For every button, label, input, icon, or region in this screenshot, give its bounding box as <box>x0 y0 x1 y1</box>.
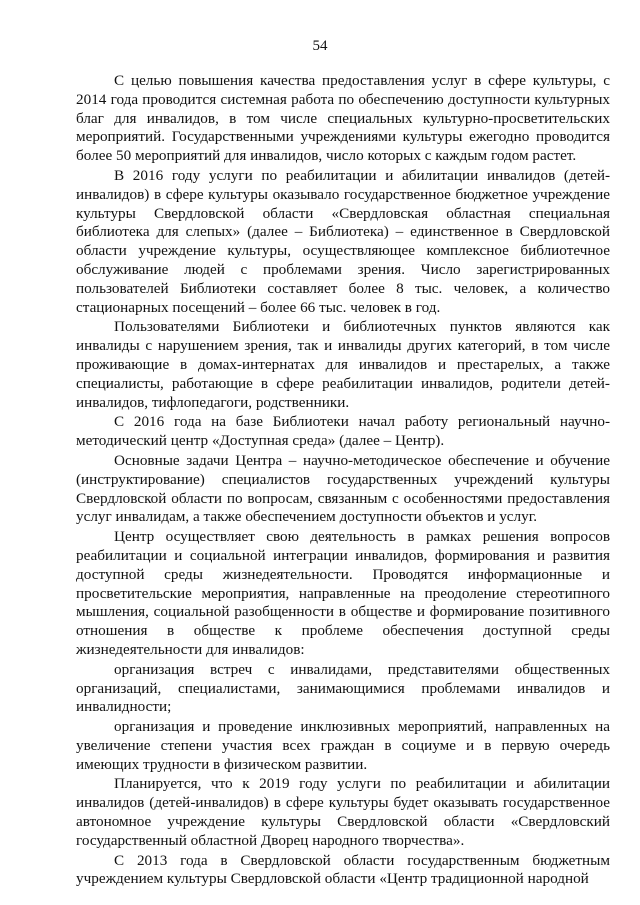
body-text <box>76 72 610 890</box>
paragraph: Центр осуществляет свою деятельность в рамках решения вопросов реабилитации и социальной интеграции инвалидов, формирования и развития доступной среды жизнедеятельности. Проводятся информационные и просветительские мероприятия, направленные на преодоление стереотипного мышления, социальной разобщенности в обществе и формирование позитивного отношения в обществе к проблеме обеспечения доступной среды жизнедеятельности для инвалидов: <box>76 528 610 658</box>
paragraph: С целью повышения качества предоставления услуг в сфере культуры, с 2014 года проводится системная работа по обеспечению доступности культурных благ для инвалидов, в том числе специальных культурно-просветительских мероприятий. Государственными учреждениями культуры ежегодно проводится более 50 мероприятий для инвалидов, число которых с каждым годом растет. <box>76 72 610 165</box>
page-number: 54 <box>312 38 328 54</box>
list-item: организация и проведение инклюзивных мероприятий, направленных на увеличение степени участия всех граждан в социуме и в первую очередь имеющих трудности в физическом развитии. <box>76 718 610 773</box>
list-item: организация встреч с инвалидами, представителями общественных организаций, специалистами, занимающимися проблемами инвалидов и инвалидности; <box>76 660 610 716</box>
paragraph: Основные задачи Центра – научно-методическое обеспечение и обучение (инструктирование) специалистов государственных учреждений культуры Свердловской области по вопросам, связанным с особенностями предоставления услуг инвалидам, а также обеспечением доступности объектов и услуг. <box>76 451 610 526</box>
paragraph: Планируется, что к 2019 году услуги по реабилитации и абилитации инвалидов (детей-инвалидов) в сфере культуры будет оказывать государственное автономное учреждение культуры Свердловской области «Свердловский государственный областной Дворец народного творчества». <box>76 775 610 849</box>
paragraph: Пользователями Библиотеки и библиотечных пунктов являются как инвалиды с нарушением зрения, так и инвалиды других категорий, в том числе проживающие в домах-интернатах для инвалидов и престарелых, а также специалисты, работающие в сфере реабилитации инвалидов, родители детей-инвалидов, тифлопедагоги, родственники. <box>76 318 610 411</box>
paragraph: В 2016 году услуги по реабилитации и абилитации инвалидов (детей-инвалидов) в сфере культуры оказывало государственное бюджетное учреждение культуры Свердловской области «Свердловская областная специальная библиотека для слепых» (далее – Библиотека) – единственное в Свердловской области учреждение культуры, осуществляющее комплексное библиотечное обслуживание людей с проблемами зрения. Число зарегистрированных пользователей Библиотеки составляет более 8 тыс. человек, а количество стационарных посещений – более 66 тыс. человек в год. <box>76 166 610 316</box>
paragraph: С 2016 года на базе Библиотеки начал работу региональный научно-методический центр «Доступная среда» (далее – Центр). <box>76 413 610 450</box>
paragraph: С 2013 года в Свердловской области государственным бюджетным учреждением культуры Свердловской области «Центр традиционной народной <box>76 851 610 888</box>
